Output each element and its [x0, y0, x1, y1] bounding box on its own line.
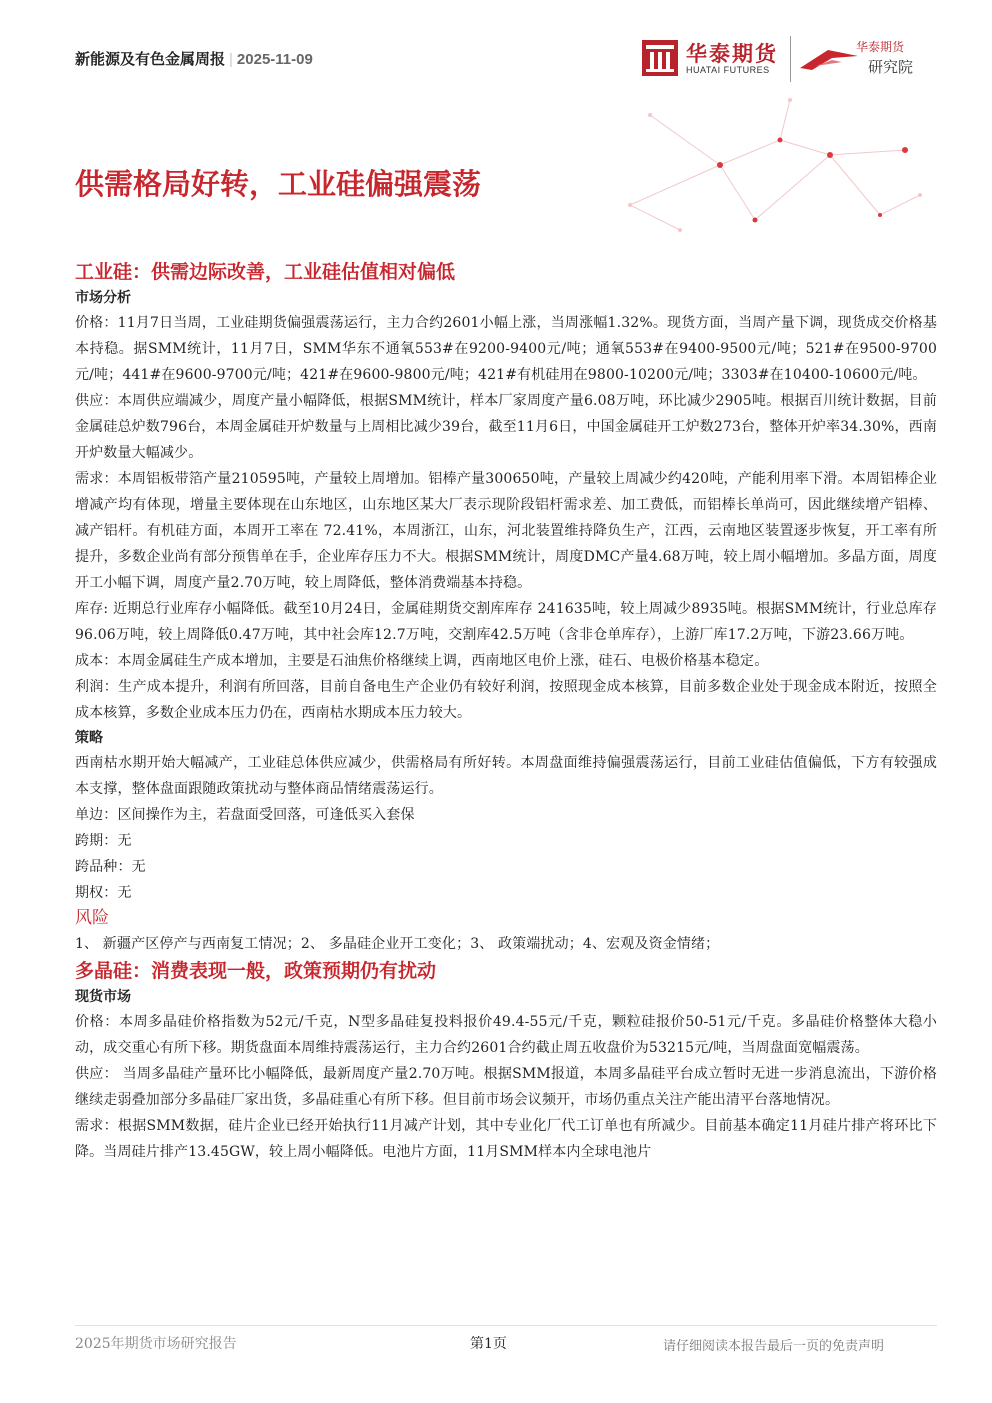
paragraph-profit: 利润：生产成本提升，利润有所回落，目前自备电生产企业仍有较好利润，按照现金成本核算，目前多数企业处于现金成本附近，按照全成本核算，多数企业成本压力仍在，西南枯水期成本压力较大。: [75, 679, 937, 721]
decorative-network-graphic: [590, 95, 930, 235]
research-institute-bird-icon: [798, 46, 860, 72]
paragraph-supply: 供应：本周供应端减少，周度产量小幅降低，根据SMM统计，样本厂家周度产量6.08万吨，环比减少2905吨。根据百川统计数据，目前金属硅总炉数796台，本周金属硅开炉数量与上周相比减少39台，截至11月6日，中国金属硅开工炉数273台，整体开炉率34.30%，西南开炉数量大幅减少。: [75, 393, 937, 461]
subheading-spot-market: 现货市场: [75, 989, 131, 1005]
subheading-market-analysis: 市场分析: [75, 290, 131, 306]
paragraph-poly-price: 价格：本周多晶硅价格指数为52元/千克，N型多晶硅复投料报价49.4-55元/千克，颗粒硅报价50-51元/千克。多晶硅价格整体大稳小动，成交重心有所下移。期货盘面本周维持震荡运行，主力合约2601合约截止周五收盘价为53215元/吨，当周盘面宽幅震荡。: [75, 1014, 937, 1056]
paragraph-cost: 成本：本周金属硅生产成本增加，主要是石油焦价格继续上调，西南地区电价上涨，硅石、电极价格基本稳定。: [75, 653, 769, 669]
institute-name: 研究院: [868, 59, 914, 76]
huatai-logo-icon: [642, 40, 678, 76]
paragraph-inventory: 库存: 近期总行业库存小幅降低。截至10月24日，金属硅期货交割库库存 241635吨，较上周减少8935吨。根据SMM统计，行业总库存96.06万吨，较上周降低0.47万吨，其中社会库12.7万吨，交割库42.5万吨（含非仓单库存），上游厂库17.2万吨，下游23.66万吨。: [75, 601, 937, 643]
report-body: [75, 258, 937, 1165]
document-title: 供需格局好转，工业硅偏强震荡: [75, 167, 482, 201]
footer-report-label: 2025年期货市场研究报告: [75, 1336, 237, 1352]
strategy-options: 期权：无: [75, 885, 132, 901]
logo-divider: [790, 36, 791, 82]
subheading-risk: 风险: [75, 908, 109, 928]
subheading-strategy: 策略: [75, 730, 103, 746]
paragraph-demand: 需求：本周铝板带箔产量210595吨，产量较上周增加。铝棒产量300650吨，产量较上周减少约420吨，产能利用率下滑。本周铝棒企业增减产均有体现，增量主要体现在山东地区，山东地区某大厂表示现阶段铝杆需求差、加工费低，而铝棒长单尚可，因此继续增产铝棒、减产铝杆。有机硅方面，本周开工率在 72.41%，本周浙江，山东，河北装置维持降负生产，江西，云南地区装置逐步恢复，开工率有所提升，多数企业尚有部分预售单在手，企业库存压力不大。根据SMM统计，周度DMC产量4.68万吨，较上周小幅增加。多晶方面，周度开工小幅下调，周度产量2.70万吨，较上周降低，整体消费端基本持稳。: [75, 471, 937, 591]
paragraph-strategy: 西南枯水期开始大幅减产，工业硅总体供应减少，供需格局有所好转。本周盘面维持偏强震荡运行，目前工业硅估值偏低，下方有较强成本支撑，整体盘面跟随政策扰动与整体商品情绪震荡运行。: [75, 755, 937, 797]
paragraph-risk: 1、 新疆产区停产与西南复工情况；2、 多晶硅企业开工变化；3、 政策端扰动；4、宏观及资金情绪；: [75, 936, 720, 952]
header-separator: |: [229, 51, 233, 68]
report-date: 2025-11-09: [236, 51, 313, 68]
huatai-logo: [642, 38, 922, 82]
section-heading-industrial-silicon: 工业硅：供需边际改善，工业硅估值相对偏低: [75, 261, 456, 283]
report-name: 新能源及有色金属周报: [75, 51, 226, 68]
paragraph-poly-demand: 需求：根据SMM数据，硅片企业已经开始执行11月减产计划，其中专业化厂代工订单也有所减少。目前基本确定11月硅片排产将环比下降。当周硅片排产13.45GW，较上周小幅降低。电池片方面，11月SMM样本内全球电池片: [75, 1118, 937, 1160]
report-header: [75, 48, 313, 69]
logo-chinese-name: 华泰期货: [686, 43, 778, 66]
institute-brand: 华泰期货: [856, 40, 905, 54]
logo-english-name: HUATAI FUTURES: [686, 65, 770, 75]
page-number: 第1页: [470, 1336, 507, 1352]
paragraph-price: 价格：11月7日当周，工业硅期货偏强震荡运行，主力合约2601小幅上涨，当周涨幅1.32%。现货方面，当周产量下调，现货成交价格基本持稳。据SMM统计，11月7日，SMM华东不通氧553#在9200-9400元/吨；通氧553#在9400-9500元/吨；521#在9500-9700元/吨；441#在9600-9700元/吨；421#在9600-9800元/吨；421#有机硅用在9800-10200元/吨；3303#在10400-10600元/吨。: [75, 315, 937, 383]
paragraph-poly-supply: 供应： 当周多晶硅产量环比小幅降低，最新周度产量2.70万吨。根据SMM报道，本周多晶硅平台成立暂时无进一步消息流出，下游价格继续走弱叠加部分多晶硅厂家出货，多晶硅重心有所下移。但目前市场会议频开，市场仍重点关注产能出清平台落地情况。: [75, 1066, 937, 1108]
section-heading-polysilicon: 多晶硅：消费表现一般，政策预期仍有扰动: [75, 960, 437, 982]
strategy-cross-variety: 跨品种：无: [75, 859, 146, 875]
strategy-single-side: 单边：区间操作为主，若盘面受回落，可逢低买入套保: [75, 807, 415, 823]
footer-divider: [75, 1325, 937, 1326]
strategy-calendar-spread: 跨期：无: [75, 833, 132, 849]
footer-disclaimer-note: 请仔细阅读本报告最后一页的免责声明: [663, 1339, 885, 1354]
